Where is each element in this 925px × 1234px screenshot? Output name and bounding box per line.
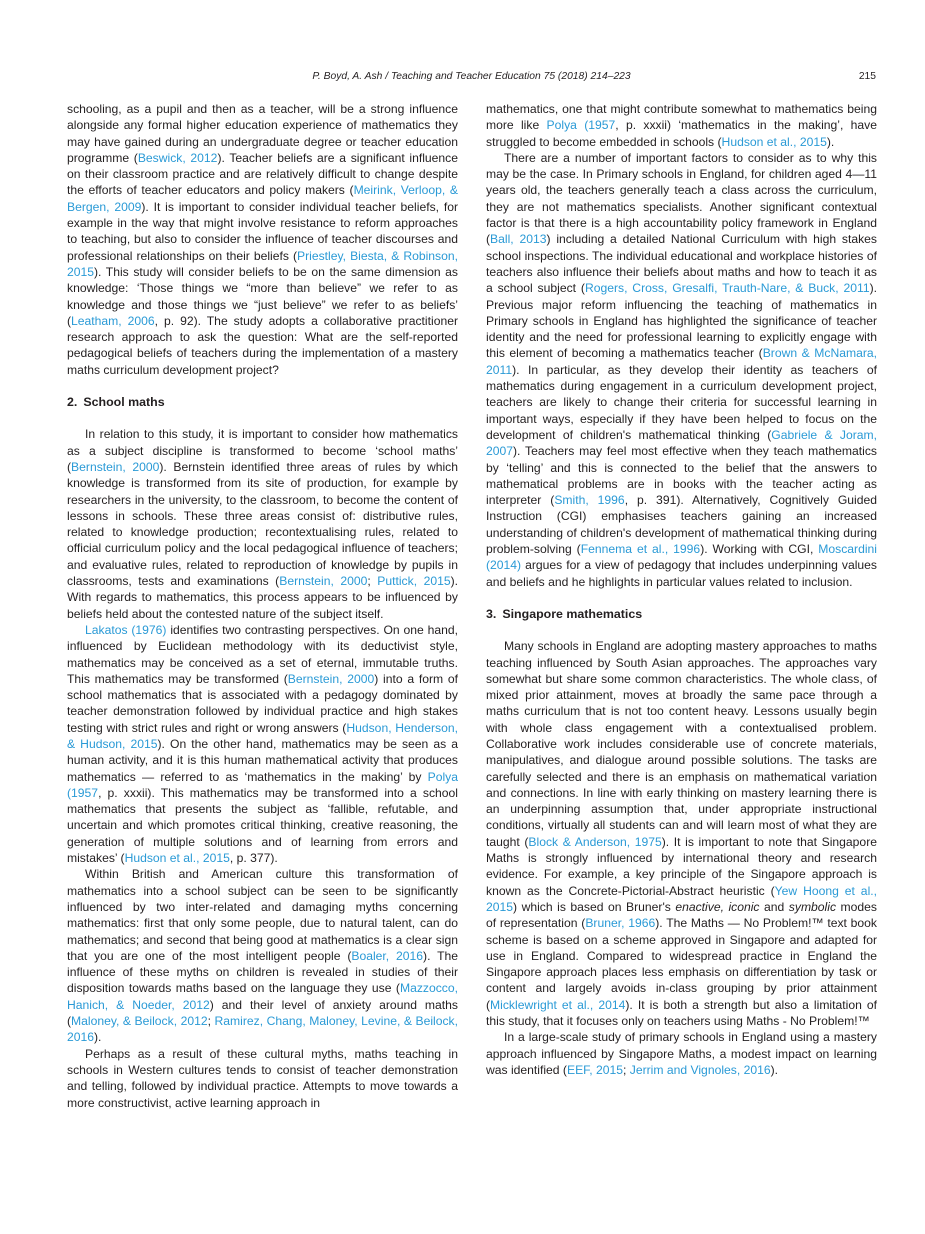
paragraph-text: In a large-scale study of primary schools in England using a mastery approach influenced by Singapore Maths, a modest impact on learning was identified ( (486, 1030, 877, 1077)
paragraph-text: Within British and American culture this transformation of mathematics into a school subject can be seen to be significantly influenced by two inter-related and damaging myths concerning mathematics: first that only some people, due to natural talent, can do mathematics; and second that being good at mathematics is a clear sign that you are one of the most intelligent people ( (67, 867, 458, 963)
citation-link[interactable]: EEF, 2015 (566, 1062, 624, 1077)
paragraph-text: ). On the other hand, mathematics may be seen as a human activity, and it is this human mathematical activity that produces mathematics — referred to as ‘mathematics in the making’ by (67, 736, 459, 784)
section-heading (67, 394, 458, 410)
journal-citation: P. Boyd, A. Ash / Teaching and Teacher Education 75 (2018) 214–223 (312, 71, 631, 82)
citation-link[interactable]: Gabriele & Joram, 2007 (486, 427, 878, 459)
section-number: 3. (486, 606, 497, 621)
paragraph-text: schooling, as a pupil and then as a teacher, will be a strong influence alongside any formal higher education experience of mathematics they may have gained during an undergraduate degree or teacher education programme ( (67, 102, 458, 165)
citation-link[interactable]: Maloney, & Beilock, 2012 (71, 1014, 208, 1029)
section-title: School maths (83, 395, 165, 410)
citation-link[interactable]: Moscardini (2014) (486, 542, 877, 573)
citation-link[interactable]: Ramirez, Chang, Maloney, Levine, & Beilock, 2016 (67, 1014, 458, 1045)
section-title: Singapore mathematics (502, 606, 643, 621)
citation-link[interactable]: Jerrim and Vignoles, 2016 (629, 1062, 771, 1077)
citation-link[interactable]: Polya (1957 (546, 118, 616, 133)
section-heading (486, 606, 877, 622)
paragraph-text: ). Bernstein identified three areas of rules by which knowledge is transformed from its site of production, for example by researchers in the university, to the classroom, to become the content of lessons in schools. These three areas consist of: distributive rules, related to knowledge production; recontextualising rules, related to official curriculum policy and the local pedagogical influence of teachers; and evaluative rules, related to reproduction of knowledge by pupils in classrooms, tests and examinations ( (67, 459, 458, 589)
paragraph-text: ). The influence of these myths on children is revealed in studies of their disposition towards maths based on the language they use ( (67, 948, 458, 996)
body-paragraph (486, 150, 877, 590)
citation-link[interactable]: Meirink, Verloop, & Bergen, 2009 (67, 183, 458, 214)
body-paragraph (486, 638, 877, 1029)
paragraph-text: ; (623, 1062, 630, 1077)
paragraph-text: ). Working with CGI, (700, 542, 819, 557)
citation-link[interactable]: Leatham, 2006 (71, 313, 155, 328)
citation-link[interactable]: Block & Anderson, 1975 (528, 834, 662, 849)
paragraph-text: ). In particular, as they develop their identity as teachers of mathematics during engagement in a curriculum development project, teachers are likely to change their criteria for successful learning in important ways, especially if they have been helped to focus on the development of children's mathematical thinking ( (486, 362, 877, 442)
paragraph-text: Many schools in England are adopting mastery approaches to maths teaching influenced by South Asian approaches. The approaches vary somewhat but share some common characteristics. The whole class, of mixed prior attainment, moves at broadly the same pace through a maths curriculum that is not too content heavy. Lessons usually begin with whole class engagement with a contextualised problem. Collaborative work includes considerable use of concrete materials, manipulatives, and dialogue around possible solutions. The tasks are carefully selected and there is an emphasis on mathematical variation and connections. In line with early thinking on mastery learning there is an underpinning assumption that, under appropriate instructional conditions, virtually all students can and will learn most of what they are taught ( (486, 639, 877, 849)
citation-link[interactable]: Bruner, 1966 (585, 916, 656, 931)
citation-link[interactable]: Puttick, 2015 (377, 574, 451, 589)
paragraph-text: mathematics, one that might contribute somewhat to mathematics being more like (486, 102, 877, 133)
body-paragraph (486, 101, 877, 150)
paragraph-text: ) into a form of school mathematics that is associated with a pedagogy dominated by teacher demonstration followed by individual practice and high stakes testing with strict rules and right or wrong answers ( (67, 671, 458, 735)
body-paragraph (67, 101, 458, 378)
citation-link[interactable]: Bernstein, 2000 (71, 459, 160, 474)
paragraph-text: There are a number of important factors to consider as to why this may be the case. In Primary schools in England, for children aged 4—11 years old, the teachers generally teach a class across the curriculum, they are not mathematics specialists. Another significant contextual factor is that there is a high accountability policy framework in England ( (486, 150, 877, 247)
paragraph-text: ). Teacher beliefs are a significant influence on their classroom practice and are relatively difficult to change despite the efforts of teacher educators and policy makers ( (67, 150, 458, 198)
body-paragraph (67, 1046, 458, 1111)
paragraph-text: Perhaps as a result of these cultural myths, maths teaching in schools in Western cultures tends to consist of teacher demonstration and telling, followed by individual practice. Attempts to move towards a more constructivist, active learning approach in (67, 1046, 458, 1110)
citation-link[interactable]: Ball, 2013 (490, 232, 547, 247)
paragraph-text: ) and their level of anxiety around maths ( (67, 997, 458, 1029)
paragraph-text: ). The Maths — No Problem!™ text book scheme is based on a scheme approved in Singapore and adapted for use in England. Compared to widespread practice in England the Singapore approach places less emphasis on differentiation by task or content and largely avoids in-class grouping by prior attainment ( (486, 916, 878, 1012)
paragraph-text: ). (94, 1030, 102, 1045)
paragraph-text: In relation to this study, it is important to consider how mathematics as a subject discipline is transformed to become ‘school maths’ ( (67, 427, 458, 474)
citation-link[interactable]: Hudson et al., 2015 (721, 134, 827, 149)
paragraph-text: ). This study will consider beliefs to be on the same dimension as knowledge: ‘Those things we “more than believe” we refer to as knowledge and those things we “just believe” we refer to as beliefs’ ( (67, 264, 458, 328)
paragraph-text: identifies two contrasting perspectives. On one hand, influenced by Euclidean methodology with its deductivist style, mathematics may be conceived as a set of eternal, immutable truths. This mathematics may be transformed ( (67, 622, 458, 686)
emphasized-text: enactive, iconic (675, 899, 760, 914)
body-paragraph (67, 426, 458, 622)
paragraph-text: , p. xxxii). This mathematics may be transformed into a school mathematics that presents the subject as ‘fallible, refutable, and uncertain and which promotes critical thinking, creative reasoning, the generation of multiple solutions and of learning from errors and mistakes’ ( (67, 785, 458, 866)
emphasized-text: symbolic (788, 899, 837, 914)
left-column (67, 101, 458, 1111)
page-number: 215 (858, 71, 876, 82)
paragraph-text: ) including a detailed National Curriculum with high stakes school inspections. The individual educational and workplace histories of teachers also influence their beliefs about maths and how to teach it as a school subject ( (486, 232, 878, 296)
paragraph-text: ). Previous major reform influencing the teaching of mathematics in Primary schools in England has highlighted the significance of teacher identity and the need for professional learning to explicitly engage with this element of becoming a mathematics teacher ( (486, 281, 877, 361)
paragraph-text: ). With regards to mathematics, this process appears to be influenced by beliefs held about the contested nature of the subject itself. (67, 574, 458, 621)
paragraph-text: ; (207, 1014, 215, 1029)
citation-link[interactable]: Hudson, Henderson, & Hudson, 2015 (67, 720, 459, 751)
citation-link[interactable]: Smith, 1996 (554, 493, 625, 508)
citation-link[interactable]: Lakatos (1976) (85, 622, 167, 637)
paragraph-text: , p. 377). (229, 851, 278, 866)
paragraph-text: ). It is important to note that Singapore Maths is strongly influenced by international theory and research evidence. For example, a key principle of the Singapore approach is known as the Concrete-Pictorial-Abstract heuristic ( (486, 834, 877, 898)
paragraph-text: ). It is important to consider individual teacher beliefs, for example in the way that might involve resistance to reform approaches to teaching, but also to consider the influence of teacher discourses and professional relationships on their beliefs ( (67, 199, 458, 263)
citation-link[interactable]: Priestley, Biesta, & Robinson, 2015 (67, 248, 458, 279)
running-header (67, 71, 876, 85)
citation-link[interactable]: Polya (1957 (67, 769, 458, 800)
paragraph-text: and (759, 899, 789, 914)
citation-link[interactable]: Boaler, 2016 (351, 948, 424, 963)
paragraph-text: ; (367, 574, 378, 589)
body-paragraph (67, 622, 458, 866)
body-paragraph (486, 1029, 877, 1078)
paragraph-text: ). (770, 1062, 779, 1077)
paragraph-text: ). Teachers may feel most effective when they teach mathematics by ‘telling’ and this is connected to the belief that the answers to mathematical problems are in books with the teacher acting as interpreter ( (486, 444, 877, 508)
paragraph-text: ) which is based on Bruner's (513, 899, 676, 914)
citation-link[interactable]: Mazzocco, Hanich, & Noeder, 2012 (67, 981, 458, 1012)
citation-link[interactable]: Yew Hoong et al., 2015 (486, 883, 878, 914)
paragraph-text: , p. xxxii) ‘mathematics in the making’, have struggled to become embedded in schools ( (486, 118, 878, 149)
paragraph-text: modes of representation ( (486, 899, 877, 931)
paragraph-text: ). It is both a strength but also a limitation of this study, that it focuses only on teachers using Maths - No Problem!™ (486, 997, 878, 1029)
paragraph-text: argues for a view of pedagogy that includes underpinning values and beliefs and he highlights in particular values related to inclusion. (486, 558, 877, 589)
section-number: 2. (67, 395, 78, 410)
paragraph-text: , p. 391). Alternatively, Cognitively Guided Instruction (CGI) emphasises teachers gaining an increased understanding of children's development of mathematical thinking during problem-solving ( (486, 493, 878, 557)
paragraph-text: , p. 92). The study adopts a collaborative practitioner research approach to ask the question: What are the self-reported pedagogical beliefs of teachers during the implementation of a mastery maths curriculum development project? (67, 313, 458, 377)
citation-link[interactable]: Rogers, Cross, Gresalfi, Trauth-Nare, & Buck, 2011 (584, 281, 870, 296)
right-column (486, 101, 877, 1078)
citation-link[interactable]: Micklewright et al., 2014 (490, 997, 626, 1012)
citation-link[interactable]: Beswick, 2012 (137, 150, 218, 165)
body-paragraph (67, 866, 458, 1045)
citation-link[interactable]: Bernstein, 2000 (287, 671, 375, 686)
paragraph-text: ). (826, 134, 835, 149)
citation-link[interactable]: Bernstein, 2000 (279, 574, 368, 589)
citation-link[interactable]: Hudson et al., 2015 (124, 851, 230, 866)
citation-link[interactable]: Brown & McNamara, 2011 (486, 346, 877, 377)
citation-link[interactable]: Fennema et al., 1996 (580, 542, 701, 557)
